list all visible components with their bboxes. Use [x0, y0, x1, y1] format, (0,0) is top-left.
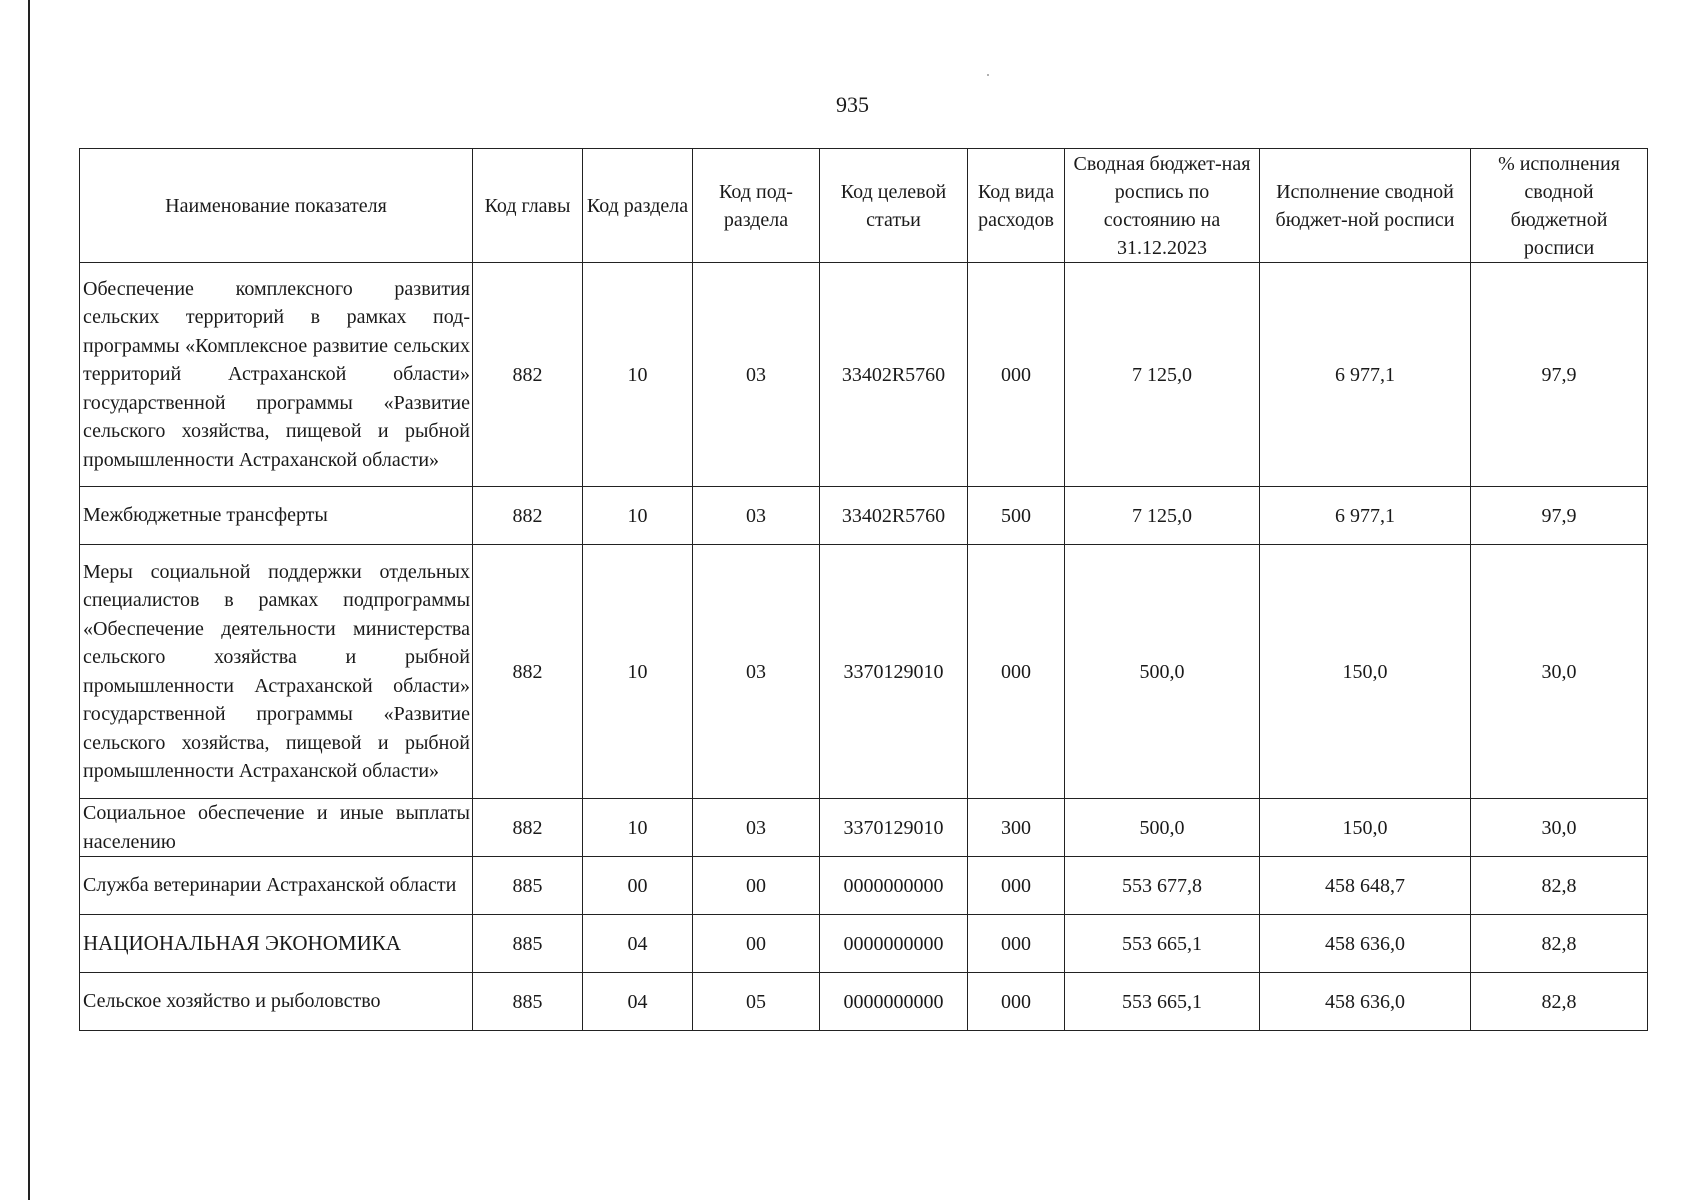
table-row: [80, 545, 1648, 799]
table-row: [80, 487, 1648, 545]
row-chapter-code: 882: [473, 799, 583, 857]
row-section-code: 10: [583, 545, 693, 799]
row-budget-execution: 6 977,1: [1260, 487, 1471, 545]
row-target-article-code: 33402R5760: [820, 263, 968, 487]
row-indicator-name: Социальное обеспечение и иные выплаты населению: [80, 799, 473, 857]
row-chapter-code: 885: [473, 973, 583, 1031]
row-target-article-code: 0000000000: [820, 857, 968, 915]
row-indicator-name: Сельское хозяйство и рыболовство: [80, 973, 473, 1031]
scan-speck: [987, 74, 989, 76]
row-budget-execution: 6 977,1: [1260, 263, 1471, 487]
row-subsection-code: 03: [693, 487, 820, 545]
row-chapter-code: 882: [473, 263, 583, 487]
row-section-code: 00: [583, 857, 693, 915]
row-section-code: 10: [583, 263, 693, 487]
row-subsection-code: 03: [693, 799, 820, 857]
row-section-code: 10: [583, 799, 693, 857]
row-indicator-name: Обеспечение комплексного развития сельских территорий в рамках подпрограммы «Комплексное развитие сельских территорий Астраханской области» государственной программы «Развитие сельского хозяйства, пищевой и рыбной промышленности Астраханской области»: [80, 263, 473, 487]
page-binding-line: [28, 0, 30, 1200]
header-execution-percent: % исполнения сводной бюджетной росписи: [1471, 149, 1648, 263]
table-header-row: [80, 149, 1648, 263]
row-budget-execution: 458 636,0: [1260, 915, 1471, 973]
row-execution-percent: 97,9: [1471, 487, 1648, 545]
header-expense-type-code: Код вида расходов: [968, 149, 1065, 263]
header-indicator-name: Наименование показателя: [80, 149, 473, 263]
row-subsection-code: 03: [693, 545, 820, 799]
row-target-article-code: 33402R5760: [820, 487, 968, 545]
header-section-code: Код раздела: [583, 149, 693, 263]
header-chapter-code: Код главы: [473, 149, 583, 263]
row-section-code: 04: [583, 915, 693, 973]
table-row: [80, 857, 1648, 915]
row-target-article-code: 0000000000: [820, 973, 968, 1031]
row-expense-type-code: 300: [968, 799, 1065, 857]
row-subsection-code: 00: [693, 857, 820, 915]
page-number: 935: [836, 92, 869, 117]
header-planned-budget: Сводная бюджет-ная роспись по состоянию на 31.12.2023: [1065, 149, 1260, 263]
row-expense-type-code: 000: [968, 857, 1065, 915]
row-planned-budget: 7 125,0: [1065, 487, 1260, 545]
row-subsection-code: 03: [693, 263, 820, 487]
row-execution-percent: 97,9: [1471, 263, 1648, 487]
row-expense-type-code: 000: [968, 973, 1065, 1031]
row-section-code: 04: [583, 973, 693, 1031]
row-expense-type-code: 500: [968, 487, 1065, 545]
row-subsection-code: 05: [693, 973, 820, 1031]
header-target-article-code: Код целевой статьи: [820, 149, 968, 263]
row-indicator-name: Межбюджетные трансферты: [80, 487, 473, 545]
row-planned-budget: 553 665,1: [1065, 973, 1260, 1031]
row-chapter-code: 882: [473, 545, 583, 799]
row-execution-percent: 82,8: [1471, 857, 1648, 915]
row-target-article-code: 3370129010: [820, 799, 968, 857]
row-expense-type-code: 000: [968, 915, 1065, 973]
row-execution-percent: 82,8: [1471, 915, 1648, 973]
row-indicator-name: Меры социальной поддержки отдельных специалистов в рамках подпрограммы «Обеспечение деятельности министерства сельского хозяйства и рыбной промышленности Астраханской области» государственной программы «Развитие сельского хозяйства, пищевой и рыбной промышленности Астраханской области»: [80, 545, 473, 799]
row-budget-execution: 150,0: [1260, 799, 1471, 857]
row-section-code: 10: [583, 487, 693, 545]
table-row: [80, 799, 1648, 857]
row-subsection-code: 00: [693, 915, 820, 973]
table-row: [80, 973, 1648, 1031]
row-chapter-code: 882: [473, 487, 583, 545]
row-budget-execution: 458 636,0: [1260, 973, 1471, 1031]
row-planned-budget: 7 125,0: [1065, 263, 1260, 487]
table-row: [80, 915, 1648, 973]
row-planned-budget: 500,0: [1065, 799, 1260, 857]
row-expense-type-code: 000: [968, 263, 1065, 487]
row-planned-budget: 500,0: [1065, 545, 1260, 799]
table-row: [80, 263, 1648, 487]
row-indicator-name: НАЦИОНАЛЬНАЯ ЭКОНОМИКА: [80, 915, 473, 973]
row-planned-budget: 553 665,1: [1065, 915, 1260, 973]
row-budget-execution: 150,0: [1260, 545, 1471, 799]
row-execution-percent: 30,0: [1471, 799, 1648, 857]
header-subsection-code: Код под-раздела: [693, 149, 820, 263]
row-execution-percent: 82,8: [1471, 973, 1648, 1031]
row-planned-budget: 553 677,8: [1065, 857, 1260, 915]
row-indicator-name: Служба ветеринарии Астраханской области: [80, 857, 473, 915]
budget-execution-table: [79, 148, 1648, 1031]
row-budget-execution: 458 648,7: [1260, 857, 1471, 915]
row-chapter-code: 885: [473, 857, 583, 915]
header-budget-execution: Исполнение сводной бюджет-ной росписи: [1260, 149, 1471, 263]
row-expense-type-code: 000: [968, 545, 1065, 799]
row-target-article-code: 3370129010: [820, 545, 968, 799]
row-execution-percent: 30,0: [1471, 545, 1648, 799]
row-chapter-code: 885: [473, 915, 583, 973]
row-target-article-code: 0000000000: [820, 915, 968, 973]
